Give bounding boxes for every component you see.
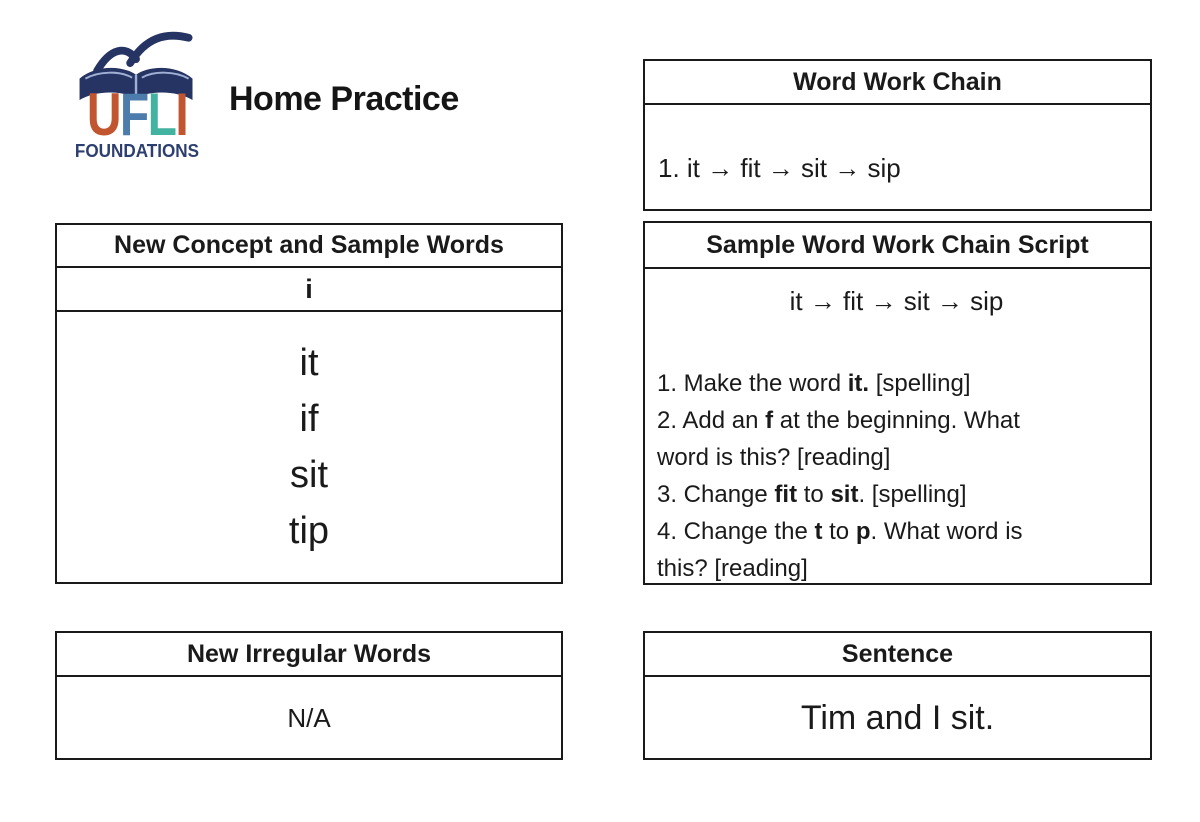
word-work-chain-box [643,59,1152,211]
word-chain-item: 1. it → fit → sit → sip [658,152,901,183]
ufli-letter: F [119,81,148,148]
script-header: Sample Word Work Chain Script [645,223,1150,269]
word-work-chain-header: Word Work Chain [645,61,1150,105]
sample-word: it [299,342,319,384]
script-step: 3. Change fit to sit. [spelling] [657,481,967,508]
ufli-logo [66,28,208,162]
script-steps [657,365,1136,587]
page-title: Home Practice [229,80,459,118]
script-step: 4. Change the t to p. What word is this? [reading] [657,518,1023,582]
concept-letter: i [57,268,561,312]
sentence-header: Sentence [645,633,1150,677]
irregular-words-box [55,631,563,760]
irregular-words-header: New Irregular Words [57,633,561,677]
sample-words-list [57,312,561,582]
sentence-value: Tim and I sit. [800,699,995,737]
ufli-letter: I [175,81,188,148]
sentence-box [643,631,1152,760]
ufli-letter: U [86,81,120,148]
ufli-wordmark [80,81,194,148]
script-step: 2. Add an f at the beginning. What word is this? [reading] [657,407,1020,471]
script-chain: it → fit → sit → sip [789,286,1004,316]
script-body [645,269,1150,587]
ufli-letter: L [147,81,176,148]
sample-word: tip [288,510,330,552]
script-box [643,221,1152,585]
sample-word: sit [290,454,328,496]
script-step: 1. Make the word it. [spelling] [657,370,971,397]
sentence-body [645,677,1150,760]
irregular-words-value: N/A [287,703,331,733]
irregular-words-body [57,677,561,760]
word-work-chain-body [645,105,1150,211]
new-concept-header: New Concept and Sample Words [57,225,561,268]
foundations-label: FOUNDATIONS [74,141,200,161]
new-concept-box [55,223,563,584]
sample-word: if [299,398,319,440]
